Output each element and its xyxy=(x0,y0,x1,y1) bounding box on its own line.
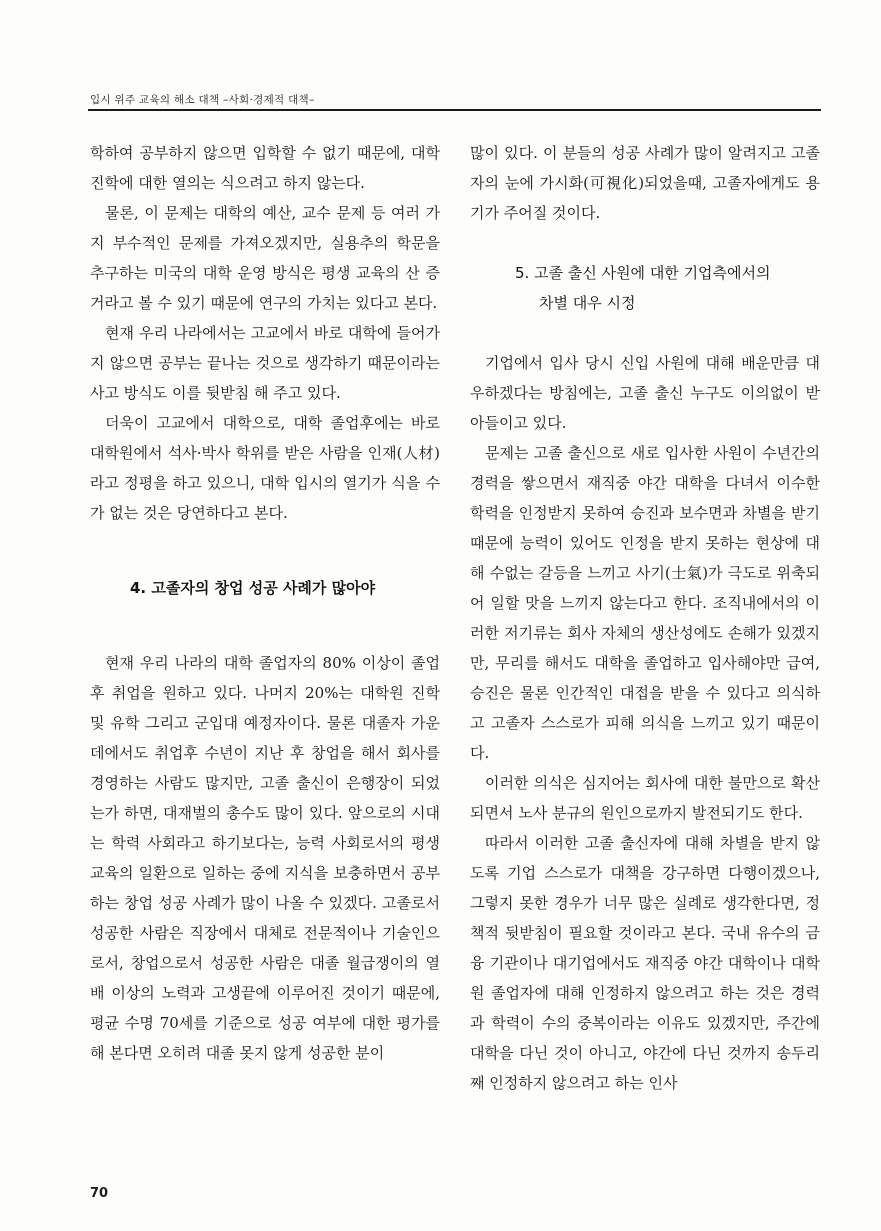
right-paragraph-2: 기업에서 입사 당시 신입 사원에 대해 배운만큼 대우하겠다는 방침에는, 고졸 출신 누구도 이의없이 받아들이고 있다. xyxy=(470,354,820,432)
left-paragraph-4: 더욱이 고교에서 대학으로, 대학 졸업후에는 바로 대학원에서 석사·박사 학위를 받은 사람을 인재(人材)라고 정평을 하고 있으니, 대학 입시의 열기가 식을 수가 없는 것은 당연하다고 본다. xyxy=(90,414,440,522)
running-head: 입시 위주 교육의 해소 대책 –사회·경제적 대책– xyxy=(90,94,315,106)
header-rule xyxy=(88,109,821,111)
left-paragraph-5: 현재 우리 나라의 대학 졸업자의 80% 이상이 졸업후 취업을 원하고 있다. 나머지 20%는 대학원 진학 및 유학 그리고 군입대 예정자이다. 물론 대졸자 가운데에서도 취업후 수년이 지난 후 창업을 해서 회사를 경영하는 사람도 많지만, 고졸 출신이 은행장이 되었는가 하면, 대재벌의 총수도 많이 있다. 앞으로의 시대는 학력 사회라고 하기보다는, 능력 사회로서의 평생교육의 일환으로 일하는 중에 지식을 보충하면서 공부하는 창업 성공 사례가 많이 나올 수 있겠다. 고졸로서 성공한 사람은 직장에서 대체로 전문적이나 기술인으로서, 창업으로서 성공한 사람은 대졸 월급쟁이의 열배 이상의 노력과 고생끝에 이루어진 것이기 때문에, 평균 수명 70세를 기준으로 성공 여부에 대한 평가를 해 본다면 오히려 대졸 못지 않게 성공한 분이 xyxy=(90,654,440,1062)
left-paragraph-1: 학하여 공부하지 않으면 입학할 수 없기 때문에, 대학 진학에 대한 열의는 식으려고 하지 않는다. xyxy=(90,144,440,192)
right-paragraph-5: 따라서 이러한 고졸 출신자에 대해 차별을 받지 않도록 기업 스스로가 대책을 강구하면 다행이겠으나, 그렇지 못한 경우가 너무 많은 실례로 생각한다면, 정책적 뒷받침이 필요할 것이라고 본다. 국내 유수의 금융 기관이나 대기업에서도 재직중 야간 대학이나 대학원 졸업자에 대해 인정하지 않으려고 하는 것은 경력과 학력이 수의 중복이라는 이유도 있겠지만, 주간에 대학을 다닌 것이 아니고, 야간에 다닌 것까지 송두리째 인정하지 않으려고 하는 인사 xyxy=(470,834,820,1092)
right-column xyxy=(470,138,820,1098)
section-5-heading-line-1: 5. 고졸 출신 사원에 대한 기업측에서의 xyxy=(515,264,771,282)
left-paragraph-3: 현재 우리 나라에서는 고교에서 바로 대학에 들어가지 않으면 공부는 끝나는 것으로 생각하기 때문이라는 사고 방식도 이를 뒷받침 해 주고 있다. xyxy=(90,324,440,402)
section-5-heading xyxy=(515,258,820,318)
right-paragraph-3: 문제는 고졸 출신으로 새로 입사한 사원이 수년간의 경력을 쌓으면서 재직중 야간 대학을 다녀서 이수한 학력을 인정받지 못하여 승진과 보수면과 차별을 받기 때문에 능력이 있어도 인정을 받지 못하는 현상에 대해 수없는 갈등을 느끼고 사기(士氣)가 극도로 위축되어 일할 맛을 느끼지 않는다고 한다. 조직내에서의 이러한 저기류는 회사 자체의 생산성에도 손해가 있겠지만, 무리를 해서도 대학을 졸업하고 입사해야만 급여, 승진은 물론 인간적인 대접을 받을 수 있다고 의식하고 고졸자 스스로가 피해 의식을 느끼고 있기 때문이다. xyxy=(470,444,820,762)
section-4-heading: 4. 고졸자의 창업 성공 사례가 많아야 xyxy=(130,579,376,597)
section-5-heading-line-2: 차별 대우 시정 xyxy=(539,294,636,312)
left-paragraph-2: 물론, 이 문제는 대학의 예산, 교수 문제 등 여러 가지 부수적인 문제를 가져오겠지만, 실용추의 학문을 추구하는 미국의 대학 운영 방식은 평생 교육의 산 증거라고 볼 수 있기 때문에 연구의 가치는 있다고 본다. xyxy=(90,204,440,312)
left-column xyxy=(90,138,440,1068)
right-paragraph-4: 이러한 의식은 심지어는 회사에 대한 불만으로 확산되면서 노사 분규의 원인으로까지 발전되기도 한다. xyxy=(470,774,820,822)
right-paragraph-1: 많이 있다. 이 분들의 성공 사례가 많이 알려지고 고졸자의 눈에 가시화(可視化)되었을때, 고졸자에게도 용기가 주어질 것이다. xyxy=(470,144,820,222)
page-number: 70 xyxy=(90,1186,109,1201)
